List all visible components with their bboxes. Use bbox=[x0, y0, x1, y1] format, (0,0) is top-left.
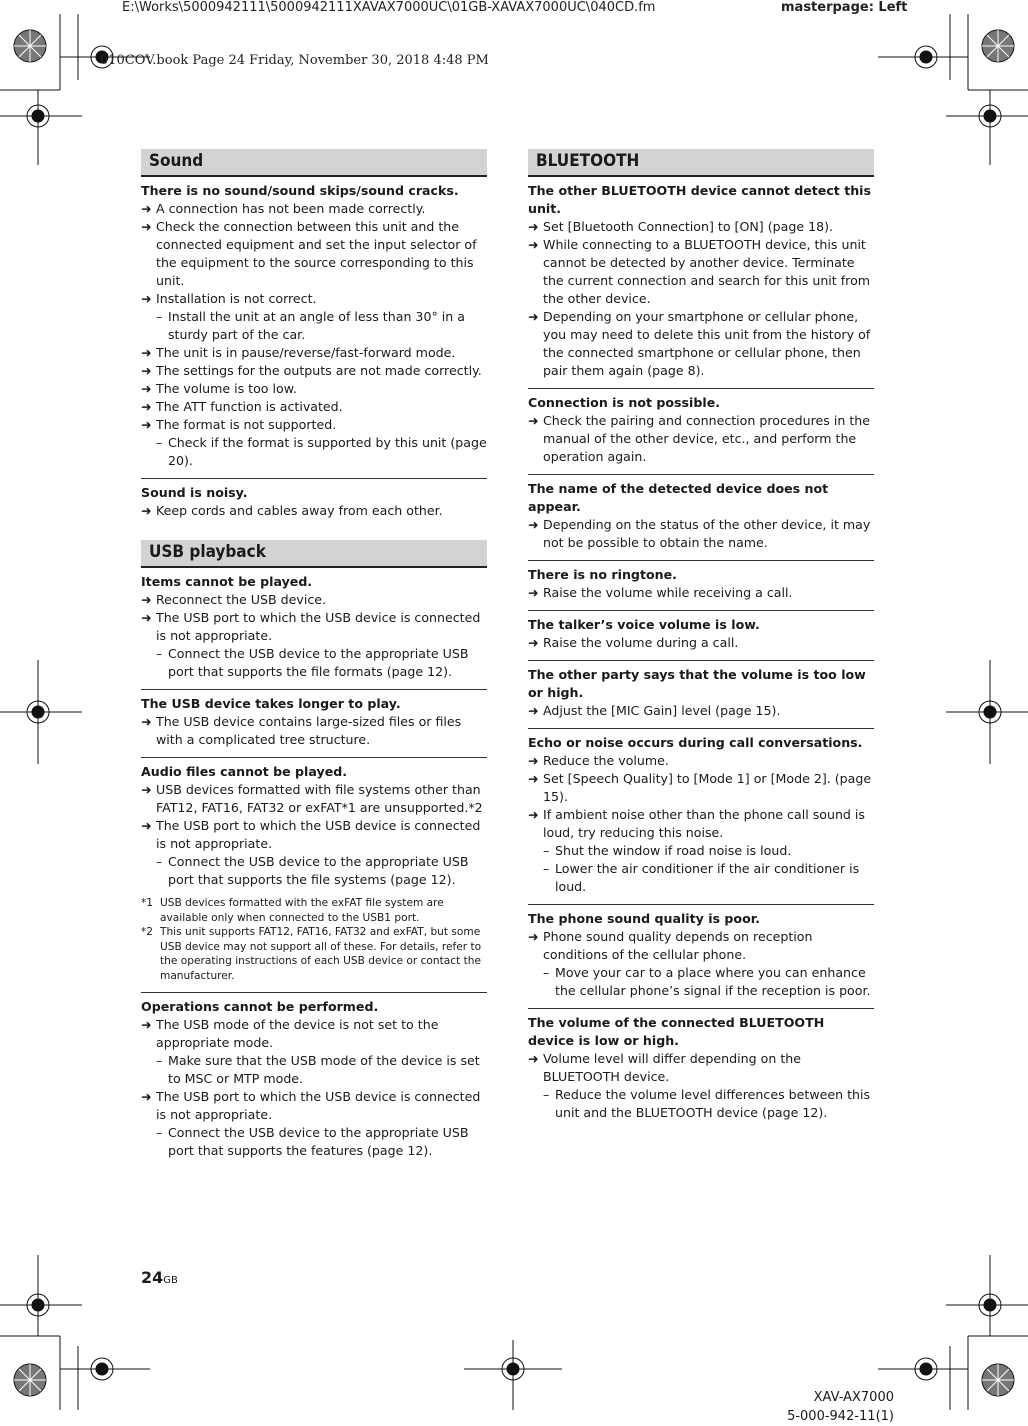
bt-q1 bbox=[528, 182, 874, 380]
question-title: The phone sound quality is poor. bbox=[528, 911, 760, 926]
sub-answer: Check if the format is supported by this unit (page 20). bbox=[168, 435, 487, 468]
answer: If ambient noise other than the phone call sound is loud, try reducing this noise. bbox=[543, 807, 865, 840]
answer: A connection has not been made correctly. bbox=[156, 201, 426, 216]
sub-answer: Shut the window if road noise is loud. bbox=[555, 843, 792, 858]
bt-q7: Echo or noise occurs during call conversations. ➜ Reduce the volume. ➜ Set [Speech Quality] to [Mode 1] or [Mode 2]. (page 15). ➜ If ambient noise other than the phone call sound is loud, try reducing this noise. – Shut the window if road noise is loud. – Lower the air conditioner if the air conditioner is loud. bbox=[528, 728, 874, 896]
arrow-icon: ➜ bbox=[141, 363, 152, 378]
arrow-icon: ➜ bbox=[528, 929, 539, 944]
answer: The unit is in pause/reverse/fast-forward mode. bbox=[156, 345, 456, 360]
sub-answer: Reduce the volume level differences between this unit and the BLUETOOTH device (page 12). bbox=[555, 1087, 871, 1120]
answer: Check the connection between this unit and the connected equipment and set the input selector of the equipment to the source corresponding to this unit. bbox=[156, 219, 477, 288]
answer: Installation is not correct. bbox=[156, 291, 317, 306]
answer: Keep cords and cables away from each other. bbox=[156, 503, 443, 518]
left-column bbox=[141, 149, 487, 1160]
arrow-icon: ➜ bbox=[528, 585, 539, 600]
part-number: 5-000-942-11(1) bbox=[787, 1409, 894, 1424]
bt-q4 bbox=[528, 560, 874, 602]
usb-q3: Audio files cannot be played. ➜ USB devices formatted with file systems other than FAT12, FAT16, FAT32 or exFAT*1 are unsupported.*2 ➜ The USB port to which the USB device is connected is not appropriate. – Connect the USB device to the appropriate USB port that supports the file systems (page 12). *1 USB devices formatted with the exFAT file system are available only when connected to the USB1 port. *2 This unit supports FAT12, FAT16, FAT32 and exFAT, but some USB device may not support all of these. For details, refer to the operating instructions of each USB device or contact the manufacturer. bbox=[141, 757, 487, 984]
section-title-usb: USB playback bbox=[141, 540, 487, 568]
question-title: The other party says that the volume is too low or high. bbox=[528, 667, 866, 700]
arrow-icon: ➜ bbox=[141, 592, 152, 607]
arrow-icon: ➜ bbox=[141, 1016, 152, 1032]
arrow-icon: ➜ bbox=[528, 219, 539, 234]
question-title: Echo or noise occurs during call conversations. bbox=[528, 735, 863, 750]
arrow-icon: ➜ bbox=[141, 345, 152, 360]
arrow-icon: ➜ bbox=[528, 753, 539, 768]
footnotes bbox=[141, 896, 487, 984]
answer: Reduce the volume. bbox=[543, 753, 669, 768]
sub-answer: Connect the USB device to the appropriate USB port that supports the features (page 12). bbox=[168, 1124, 469, 1158]
arrow-icon: ➜ bbox=[528, 413, 539, 428]
answer: Volume level will differ depending on the BLUETOOTH device. bbox=[543, 1051, 801, 1084]
section-title-sound: Sound bbox=[141, 149, 487, 177]
question-title: The USB device takes longer to play. bbox=[141, 696, 401, 711]
answer: Raise the volume while receiving a call. bbox=[543, 585, 793, 600]
answer: Depending on the status of the other device, it may not be possible to obtain the name. bbox=[543, 517, 871, 550]
answer: Set [Speech Quality] to [Mode 1] or [Mode 2]. (page 15). bbox=[543, 771, 872, 804]
question-title: The name of the detected device does not appear. bbox=[528, 481, 829, 514]
sub-answer: Connect the USB device to the appropriate USB port that supports the file formats (page 12). bbox=[168, 646, 469, 679]
question-title: Connection is not possible. bbox=[528, 395, 721, 410]
arrow-icon: ➜ bbox=[141, 1088, 152, 1104]
sub-answer: Install the unit at an angle of less than 30° in a sturdy part of the car. bbox=[168, 309, 465, 342]
answer: The format is not supported. bbox=[156, 417, 337, 432]
file-path: E:\Works\5000942111\5000942111XAVAX7000UC\01GB-XAVAX7000UC\040CD.fm bbox=[122, 0, 656, 15]
bt-q5 bbox=[528, 610, 874, 652]
footnote: This unit supports FAT12, FAT16, FAT32 and exFAT, but some USB device may not support all of these. For details, refer to the operating instructions of each USB device or contact the manufacturer. bbox=[160, 926, 482, 982]
answer: Set [Bluetooth Connection] to [ON] (page 18). bbox=[543, 219, 834, 234]
arrow-icon: ➜ bbox=[141, 201, 152, 216]
arrow-icon: ➜ bbox=[528, 807, 539, 822]
arrow-icon: ➜ bbox=[141, 782, 152, 797]
bt-q2 bbox=[528, 388, 874, 466]
sub-answer: Move your car to a place where you can enhance the cellular phone’s signal if the reception is poor. bbox=[555, 965, 871, 998]
answer: Check the pairing and connection procedures in the manual of the other device, etc., and perform the operation again. bbox=[543, 413, 870, 464]
answer: The settings for the outputs are not made correctly. bbox=[156, 363, 482, 378]
footnote: USB devices formatted with the exFAT file system are available only when connected to the USB1 port. bbox=[160, 897, 444, 924]
question-title: There is no ringtone. bbox=[528, 567, 677, 582]
answer: Adjust the [MIC Gain] level (page 15). bbox=[543, 703, 781, 718]
arrow-icon: ➜ bbox=[528, 771, 539, 786]
sub-answer: Connect the USB device to the appropriate USB port that supports the file systems (page 12). bbox=[168, 854, 469, 887]
arrow-icon: ➜ bbox=[528, 237, 539, 252]
answer: Reconnect the USB device. bbox=[156, 592, 327, 607]
masterpage-label: masterpage: Left bbox=[781, 0, 908, 15]
arrow-icon: ➜ bbox=[141, 503, 152, 518]
arrow-icon: ➜ bbox=[528, 635, 539, 650]
answer: The volume is too low. bbox=[156, 381, 297, 396]
bt-q3 bbox=[528, 474, 874, 552]
question-title: Operations cannot be performed. bbox=[141, 998, 379, 1014]
sub-answer: Lower the air conditioner if the air conditioner is loud. bbox=[555, 861, 860, 894]
arrow-icon: ➜ bbox=[141, 417, 152, 432]
bt-q9: The volume of the connected BLUETOOTH device is low or high. ➜ Volume level will differ depending on the BLUETOOTH device. – Reduce the volume level differences between this unit and the BLUETOOTH device (page 12). bbox=[528, 1008, 874, 1122]
arrow-icon: ➜ bbox=[528, 517, 539, 532]
answer: The USB port to which the USB device is connected is not appropriate. bbox=[156, 818, 481, 851]
answer: Depending on your smartphone or cellular phone, you may need to delete this unit from the history of the connected smartphone or cellular phone, then pair them again (page 8). bbox=[543, 309, 871, 378]
usb-q2 bbox=[141, 689, 487, 749]
answer: USB devices formatted with file systems other than FAT12, FAT16, FAT32 or exFAT*1 are unsupported.*2 bbox=[156, 782, 483, 815]
page-number-value: 24 bbox=[141, 1268, 164, 1287]
question-title: The other BLUETOOTH device cannot detect this unit. bbox=[528, 183, 871, 216]
sound-q2 bbox=[141, 478, 487, 520]
answer: The USB port to which the USB device is connected is not appropriate. bbox=[156, 1088, 481, 1122]
arrow-icon: ➜ bbox=[141, 219, 152, 234]
question-title: Items cannot be played. bbox=[141, 574, 313, 589]
question-title: The volume of the connected BLUETOOTH device is low or high. bbox=[528, 1015, 825, 1048]
bt-q6 bbox=[528, 660, 874, 720]
footnote-mark: *2 bbox=[141, 926, 154, 939]
arrow-icon: ➜ bbox=[528, 309, 539, 324]
answer: Raise the volume during a call. bbox=[543, 635, 739, 650]
page-number bbox=[141, 1268, 178, 1287]
usb-q4: Operations cannot be performed. ➜ The USB mode of the device is not set to the appropriate mode. – Make sure that the USB mode of the device is set to MSC or MTP mode. ➜ The USB port to which the USB device is connected is not appropriate. – Connect the USB device to the appropriate USB port that supports the features (page 12). bbox=[141, 992, 487, 1160]
arrow-icon: ➜ bbox=[141, 399, 152, 414]
arrow-icon: ➜ bbox=[141, 291, 152, 306]
sound-q1: There is no sound/sound skips/sound cracks. ➜ A connection has not been made correctly. ➜ Check the connection between this unit and the connected equipment and set the input selector of the equipment to the source corresponding to this unit. ➜ Installation is not correct. – Install the unit at an angle of less than 30° in a sturdy part of the car. ➜ The unit is in pause/reverse/fast-forward mode. ➜ The settings for the outputs are not made correctly. ➜ The volume is too low. ➜ The ATT function is activated. ➜ The format is not supported. – Check if the format is supported by this unit (page 20). bbox=[141, 183, 487, 468]
question-title: The talker’s voice volume is low. bbox=[528, 617, 760, 632]
page-suffix: GB bbox=[163, 1275, 178, 1286]
footnote-mark: *1 bbox=[141, 897, 154, 909]
section-title-bluetooth: BLUETOOTH bbox=[528, 149, 874, 177]
book-info-line: 010COV.book Page 24 Friday, November 30, 2018 4:48 PM bbox=[100, 53, 489, 68]
arrow-icon: ➜ bbox=[141, 381, 152, 396]
answer: While connecting to a BLUETOOTH device, this unit cannot be detected by another device. Terminate the current connection and search for this unit from the other device. bbox=[543, 237, 871, 306]
answer: The USB mode of the device is not set to the appropriate mode. bbox=[156, 1016, 439, 1050]
usb-q1: Items cannot be played. ➜ Reconnect the USB device. ➜ The USB port to which the USB device is connected is not appropriate. – Connect the USB device to the appropriate USB port that supports the file formats (page 12). bbox=[141, 573, 487, 681]
right-column bbox=[528, 149, 874, 1122]
arrow-icon: ➜ bbox=[141, 610, 152, 625]
answer: The ATT function is activated. bbox=[156, 399, 343, 414]
arrow-icon: ➜ bbox=[141, 714, 152, 729]
question-title: There is no sound/sound skips/sound cracks. bbox=[141, 183, 459, 198]
answer: The USB device contains large-sized files or files with a complicated tree structure. bbox=[156, 714, 462, 747]
arrow-icon: ➜ bbox=[528, 703, 539, 718]
arrow-icon: ➜ bbox=[141, 818, 152, 833]
arrow-icon: ➜ bbox=[528, 1051, 539, 1066]
answer: Phone sound quality depends on reception conditions of the cellular phone. bbox=[543, 929, 813, 962]
model-info bbox=[787, 1388, 894, 1426]
question-title: Sound is noisy. bbox=[141, 485, 248, 500]
sub-answer: Make sure that the USB mode of the device is set to MSC or MTP mode. bbox=[168, 1052, 480, 1086]
bt-q8: The phone sound quality is poor. ➜ Phone sound quality depends on reception conditions of the cellular phone. – Move your car to a place where you can enhance the cellular phone’s signal if the reception is poor. bbox=[528, 904, 874, 1000]
model-name: XAV-AX7000 bbox=[813, 1390, 894, 1405]
answer: The USB port to which the USB device is connected is not appropriate. bbox=[156, 610, 481, 643]
question-title: Audio files cannot be played. bbox=[141, 764, 348, 779]
